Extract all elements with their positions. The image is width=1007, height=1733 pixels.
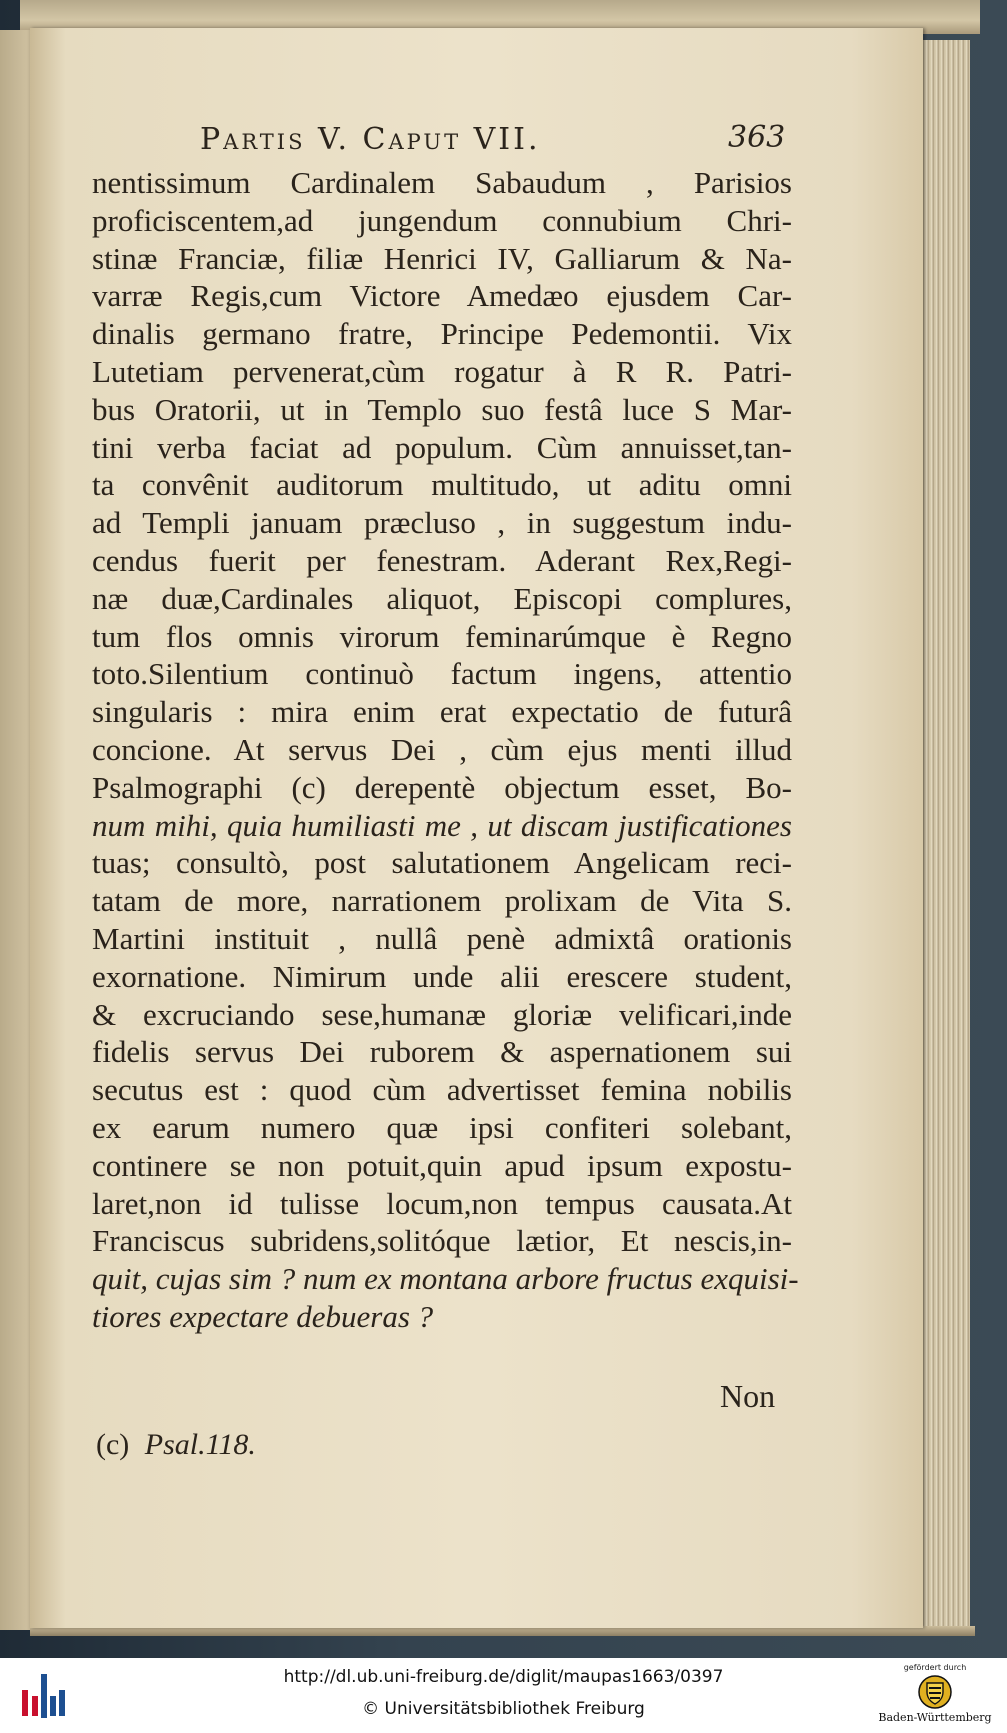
page-fore-edge	[920, 40, 970, 1630]
text-line: stinæ Franciæ, filiæ Henrici IV, Galliarum & Na-	[92, 240, 792, 276]
sponsor-caption: gefördert durch	[903, 1663, 967, 1672]
text-line-italic: quit, cujas sim ? num ex montana arbore fructus exquisi-	[92, 1261, 799, 1297]
text-line: Lutetiam pervenerat,cùm rogatur à R R. Patri-	[92, 353, 792, 389]
text-line: dinalis germano fratre, Principe Pedemontii. Vix	[92, 316, 792, 352]
text-line: ex earum numero quæ ipsi confiteri solebant,	[92, 1109, 792, 1145]
text-line: Psalmographi (c) derepentè objectum esset, Bo-	[92, 769, 792, 805]
text-line: fidelis servus Dei ruborem & aspernationem sui	[92, 1034, 792, 1070]
text-line: ta convênit auditorum multitudo, ut aditu omni	[92, 467, 792, 503]
text-line: cendus fuerit per fenestram. Aderant Rex,Regi-	[92, 542, 792, 578]
text-line: tuas; consultò, post salutationem Angelicam reci-	[92, 845, 792, 881]
footnote-text: Psal.118.	[144, 1428, 256, 1461]
viewer-footer	[0, 1658, 1007, 1733]
footnote-marker: (c)	[96, 1428, 130, 1461]
permalink-url[interactable]: http://dl.ub.uni-freiburg.de/diglit/maupas1663/0397	[283, 1667, 724, 1687]
text-line: tum flos omnis virorum feminarúmque è Regno	[92, 618, 792, 654]
page-number: 363	[728, 120, 786, 155]
footnote	[96, 1428, 256, 1462]
text-line: toto.Silentium continuò factum ingens, attentio	[92, 656, 792, 692]
text-line: Franciscus subridens,solitóque lætior, Et nescis,in-	[92, 1223, 792, 1259]
text-line: laret,non id tulisse locum,non tempus causata.At	[92, 1185, 792, 1221]
page-header	[200, 122, 800, 168]
sponsor-name: Baden-Württemberg	[878, 1711, 992, 1724]
text-line: bus Oratorii, ut in Templo suo festâ luce S Mar-	[92, 391, 792, 427]
copyright-notice: © Universitätsbibliothek Freiburg	[362, 1699, 645, 1719]
catchword: Non	[720, 1378, 776, 1414]
text-line-italic: tiores expectare debueras ?	[92, 1298, 434, 1334]
text-line: concione. At servus Dei , cùm ejus menti illud	[92, 731, 792, 767]
text-line: tini verba faciat ad populum. Cùm annuisset,tan-	[92, 429, 792, 465]
text-line-italic: num mihi, quia humiliasti me , ut discam justificationes	[92, 807, 792, 843]
running-head: Partis V. Caput VII.	[200, 122, 541, 157]
text-line: singularis : mira enim erat expectatio de futurâ	[92, 694, 792, 730]
text-line: varræ Regis,cum Victore Amedæo ejusdem Car-	[92, 278, 792, 314]
text-line: ad Templi januam præcluso , in suggestum indu-	[92, 505, 792, 541]
text-line: proficiscentem,ad jungendum connubium Chri-	[92, 202, 792, 238]
text-line: exornatione. Nimirum unde alii erescere student,	[92, 958, 792, 994]
sponsor-badge	[870, 1661, 1000, 1731]
text-line: næ duæ,Cardinales aliquot, Episcopi complures,	[92, 580, 792, 616]
text-line: nentissimum Cardinalem Sabaudum , Parisios	[92, 165, 792, 200]
text-line: tatam de more, narrationem prolixam de Vita S.	[92, 883, 792, 919]
text-line: continere se non potuit,quin apud ipsum expostu-	[92, 1147, 792, 1183]
text-line: & excruciando sese,humanæ gloriæ velificari,inde	[92, 996, 792, 1032]
text-line: Martini instituit , nullâ penè admixtâ orationis	[92, 920, 792, 956]
state-emblem-icon	[918, 1675, 952, 1709]
text-line: secutus est : quod cùm advertisset femina nobilis	[92, 1072, 792, 1108]
body-text	[92, 164, 799, 1336]
